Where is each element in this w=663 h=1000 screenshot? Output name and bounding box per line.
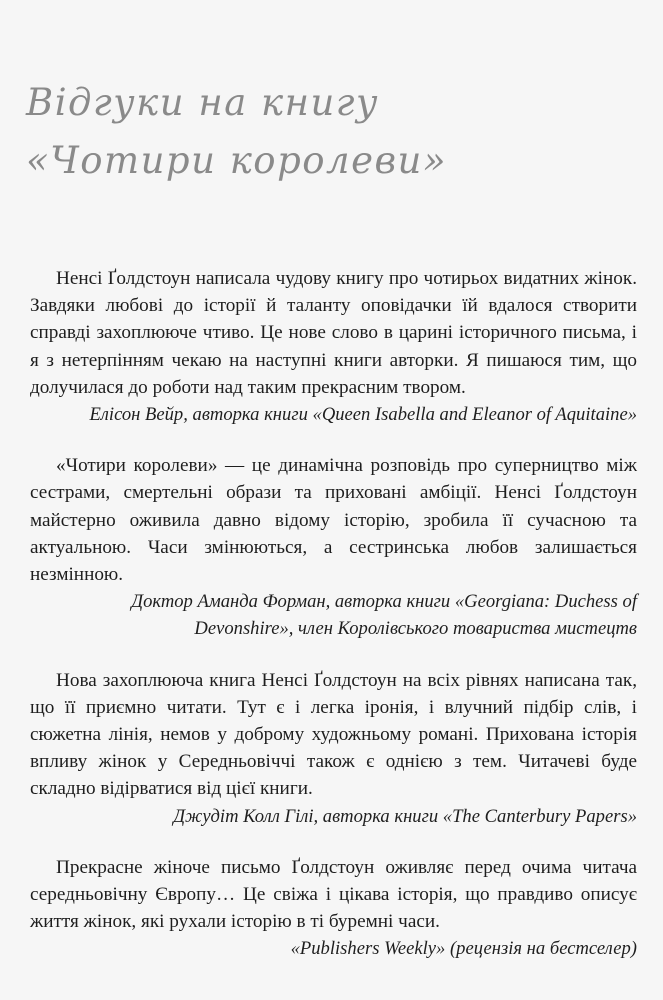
review-attribution: Елісон Вейр, авторка книги «Queen Isabella and Eleanor of Aquitaine» bbox=[89, 404, 637, 426]
review-attribution: Доктор Аманда Форман, авторка книги «Georgiana: Duchess of Devonshire», член Королівського товариства мистецтв bbox=[131, 591, 637, 640]
review-publishers-weekly bbox=[30, 854, 637, 963]
review-attribution: «Publishers Weekly» (рецензія на бестселер) bbox=[290, 938, 637, 960]
review-attribution: Джудіт Колл Гілі, авторка книги «The Canterbury Papers» bbox=[173, 805, 637, 827]
page-title-line-2: «Чотири королеви» bbox=[26, 139, 447, 182]
review-text: Нова захоплююча книга Ненсі Ґолдстоун на всіх рівнях написана так, що її приємно читати. Тут є і легка іронія, і влучний підбір слів, і сюжетна лінія, немов у доброму художньому романі. Прихована історія впливу жінок у Середньовіччі також є однією з тем. Читачеві буде складно відірватися від цієї книги. bbox=[30, 669, 637, 800]
review-text: Ненсі Ґолдстоун написала чудову книгу про чотирьох видатних жінок. Завдяки любові до історії й таланту оповідачки їй вдалося створити справді захоплююче чтиво. Це нове слово в царині історичного письма, і я з нетерпінням чекаю на наступні книги авторки. Я пишаюся тим, що долучилася до роботи над таким прекрасним твором. bbox=[30, 268, 637, 398]
review-text: «Чотири королеви» — це динамічна розповідь про суперництво між сестрами, смертельні образи та приховані амбіції. Ненсі Ґолдстоун майстерно оживила давно відому історію, зробила її сучасною та актуальною. Часи змінюються, а сестринська любов залишається незмінною. bbox=[30, 455, 637, 586]
reviews-list bbox=[30, 265, 637, 987]
review-foreman bbox=[30, 452, 637, 642]
review-text: Прекрасне жіноче письмо Ґолдстоун оживляє перед очима читача середньовічну Європу… Це свіжа і цікава історія, що правдиво описує життя жінок, які рухали історію в ті буремні часи. bbox=[30, 856, 637, 933]
page-title-line-1: Відгуки на книгу bbox=[26, 81, 379, 124]
review-weir bbox=[30, 265, 637, 428]
review-healey bbox=[30, 667, 637, 830]
page-title bbox=[26, 74, 447, 190]
